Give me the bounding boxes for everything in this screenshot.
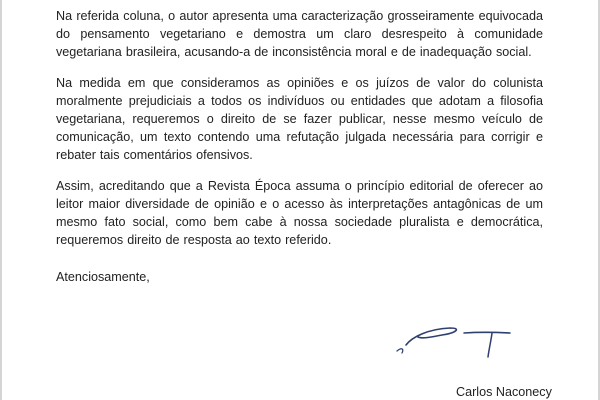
- letter-body: [56, 7, 543, 262]
- handwritten-signature: [392, 315, 522, 365]
- page-border-left: [0, 0, 2, 400]
- paragraph-3: Assim, acreditando que a Revista Época assuma o princípio editorial de oferecer ao leitor maior diversidade de opinião e o acesso às interpretações antagônicas de um mesmo fato social, como bem cabe à nossa sociedade pluralista e democrática, requeremos direito de resposta ao texto referido.: [56, 179, 543, 247]
- paragraph-1: Na referida coluna, o autor apresenta uma caracterização grosseiramente equivocada do pensamento vegetariano e demostra um claro desrespeito à comunidade vegetariana brasileira, acusando-a de inconsistência moral e de inadequação social.: [56, 9, 543, 59]
- signer-name: Carlos Naconecy: [456, 385, 552, 399]
- closing-salutation: Atenciosamente,: [56, 270, 150, 284]
- paragraph-2: Na medida em que consideramos as opiniões e os juízos de valor do colunista moralmente prejudiciais a todos os indivíduos ou entidades que adotam a filosofia vegetariana, requeremos o direito de se fazer publicar, nesse mesmo veículo de comunicação, um texto contendo uma refutação julgada necessária para corrigir e rebater tais comentários ofensivos.: [56, 76, 543, 162]
